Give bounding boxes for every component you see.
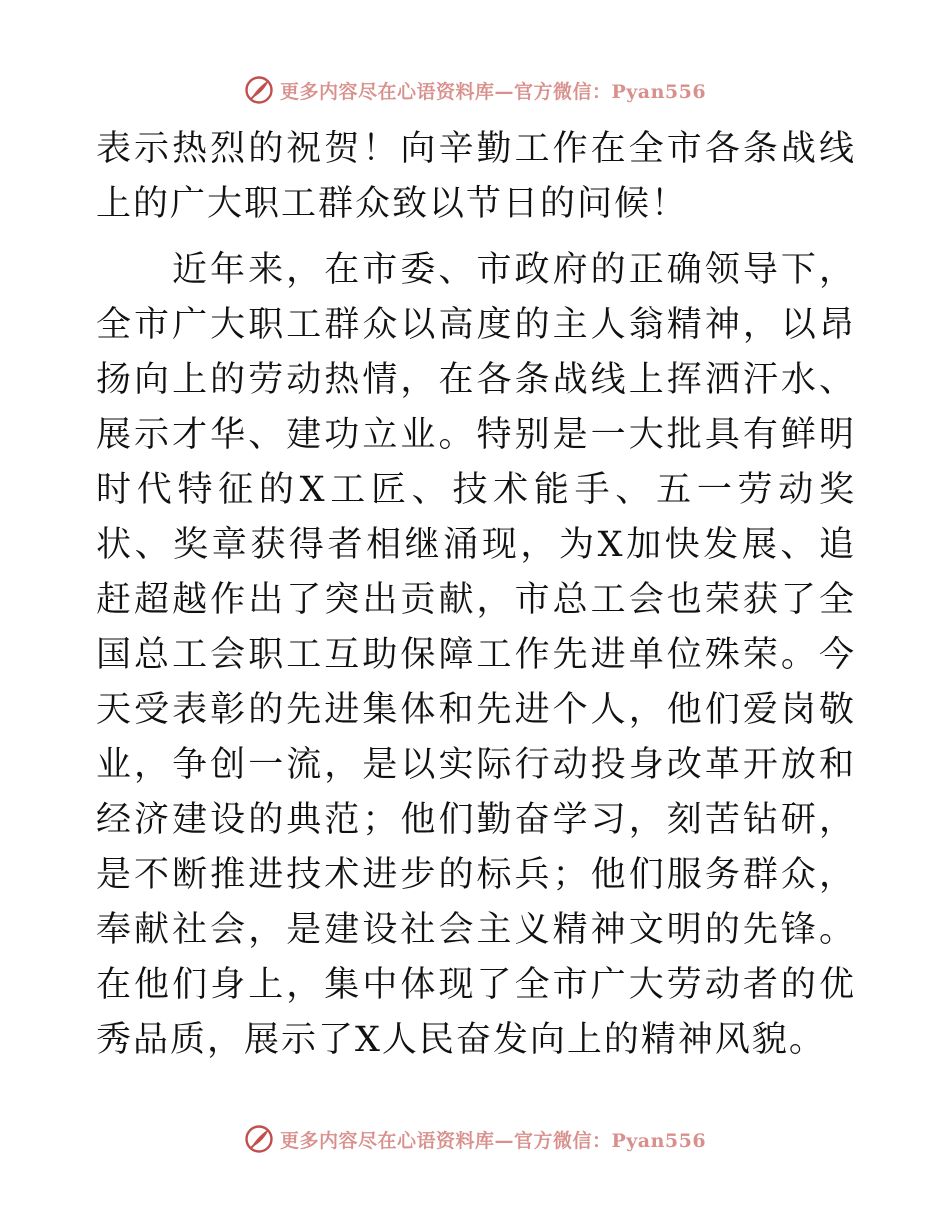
header-watermark-banner <box>0 70 950 110</box>
quill-pen-logo-icon <box>244 75 274 105</box>
header-watermark-text: 更多内容尽在心语资料库—官方微信：Pyan556 <box>279 80 707 103</box>
document-body <box>96 122 856 1068</box>
paragraph-main: 近年来，在市委、市政府的正确领导下，全市广大职工群众以高度的主人翁精神，以昂扬向上的劳动热情，在各条战线上挥洒汗水、展示才华、建功立业。特别是一大批具有鲜明时代特征的X工匠、技术能手、五一劳动奖状、奖章获得者相继涌现，为X加快发展、追赶超越作出了突出贡献，市总工会也荣获了全国总工会职工互助保障工作先进单位殊荣。今天受表彰的先进集体和先进个人，他们爱岗敬业，争创一流，是以实际行动投身改革开放和经济建设的典范；他们勤奋学习，刻苦钻研，是不断推进技术进步的标兵；他们服务群众，奉献社会，是建设社会主义精神文明的先锋。在他们身上，集中体现了全市广大劳动者的优秀品质，展示了X人民奋发向上的精神风貌。 <box>96 250 856 1060</box>
footer-watermark-banner <box>0 1119 950 1159</box>
footer-watermark-text: 更多内容尽在心语资料库—官方微信：Pyan556 <box>279 1129 707 1152</box>
quill-pen-logo-icon <box>244 1124 274 1154</box>
paragraph-continued: 表示热烈的祝贺！向辛勤工作在全市各条战线上的广大职工群众致以节日的问候！ <box>96 129 856 224</box>
